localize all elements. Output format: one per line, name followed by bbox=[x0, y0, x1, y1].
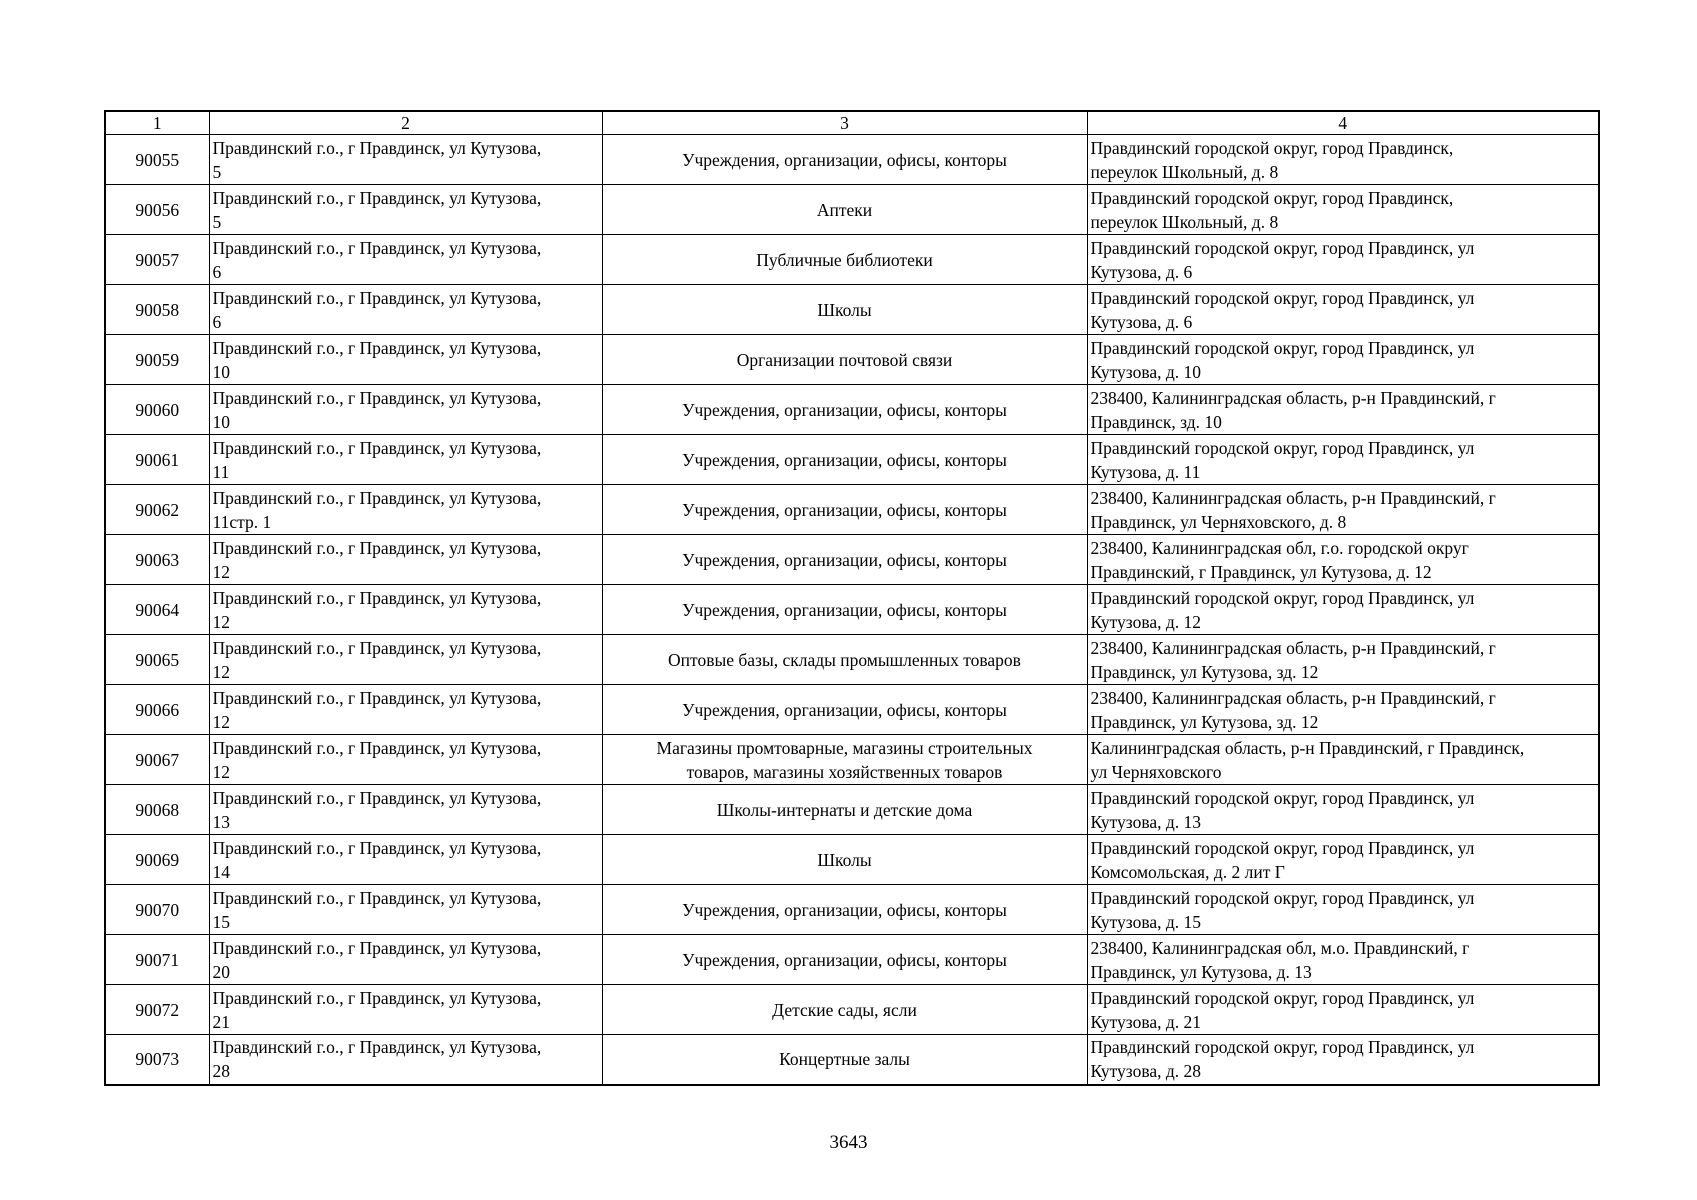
cell-address-line: 10 bbox=[212, 361, 230, 382]
cell-actual-address bbox=[1087, 535, 1599, 585]
cell-id: 90055 bbox=[105, 135, 209, 185]
cell-actual-address-line: Правдинск, ул Кутузова, д. 13 bbox=[1090, 961, 1312, 982]
cell-actual-address bbox=[1087, 985, 1599, 1035]
cell-address bbox=[209, 985, 602, 1035]
cell-address-line: 12 bbox=[212, 661, 230, 682]
cell-actual-address-line: 238400, Калининградская обл, г.о. городской округ bbox=[1090, 537, 1469, 558]
cell-address-line: Правдинский г.о., г Правдинск, ул Кутузова, bbox=[212, 187, 542, 208]
cell-id: 90062 bbox=[105, 485, 209, 535]
cell-actual-address bbox=[1087, 485, 1599, 535]
cell-actual-address bbox=[1087, 335, 1599, 385]
cell-actual-address bbox=[1087, 685, 1599, 735]
cell-id: 90068 bbox=[105, 785, 209, 835]
table-row bbox=[105, 485, 1599, 535]
cell-actual-address-line: Правдинский, г Правдинск, ул Кутузова, д. 12 bbox=[1090, 561, 1432, 582]
table-body bbox=[105, 135, 1599, 1085]
cell-object-type-line: Детские сады, ясли bbox=[772, 999, 917, 1020]
cell-object-type bbox=[602, 735, 1087, 785]
cell-actual-address-line: Правдинский городской округ, город Правдинск, ул bbox=[1090, 887, 1475, 908]
cell-address-line: 20 bbox=[212, 961, 230, 982]
table-row bbox=[105, 635, 1599, 685]
cell-actual-address-line: Правдинский городской округ, город Правдинск, ул bbox=[1090, 837, 1475, 858]
cell-object-type-line: Учреждения, организации, офисы, конторы bbox=[682, 449, 1007, 470]
cell-address-line: 15 bbox=[212, 911, 230, 932]
cell-address-line: Правдинский г.о., г Правдинск, ул Кутузова, bbox=[212, 687, 542, 708]
cell-object-type bbox=[602, 785, 1087, 835]
cell-actual-address bbox=[1087, 235, 1599, 285]
cell-address-line: 11 bbox=[212, 461, 230, 482]
table-row bbox=[105, 785, 1599, 835]
cell-actual-address-line: Правдинский городской округ, город Правдинск, ул bbox=[1090, 337, 1475, 358]
cell-address-line: Правдинский г.о., г Правдинск, ул Кутузова, bbox=[212, 387, 542, 408]
cell-actual-address bbox=[1087, 835, 1599, 885]
cell-actual-address-line: 238400, Калининградская область, р-н Правдинский, г bbox=[1090, 487, 1496, 508]
cell-object-type bbox=[602, 485, 1087, 535]
cell-address-line: 6 bbox=[212, 261, 222, 282]
cell-address-line: 6 bbox=[212, 311, 222, 332]
cell-address-line: Правдинский г.о., г Правдинск, ул Кутузова, bbox=[212, 937, 542, 958]
cell-actual-address-line: Правдинск, ул Кутузова, зд. 12 bbox=[1090, 711, 1319, 732]
cell-id: 90071 bbox=[105, 935, 209, 985]
cell-actual-address bbox=[1087, 785, 1599, 835]
cell-object-type-line: Магазины промтоварные, магазины строительных bbox=[656, 737, 1033, 758]
cell-address-line: Правдинский г.о., г Правдинск, ул Кутузова, bbox=[212, 537, 542, 558]
page-number: 3643 bbox=[829, 1132, 868, 1153]
cell-actual-address-line: Правдинский городской округ, город Правдинск, ул bbox=[1090, 437, 1475, 458]
cell-address-line: 14 bbox=[212, 861, 230, 882]
cell-actual-address-line: Правдинский городской округ, город Правдинск, ул bbox=[1090, 287, 1475, 308]
cell-object-type-line: Организации почтовой связи bbox=[736, 349, 953, 370]
cell-actual-address bbox=[1087, 935, 1599, 985]
cell-object-type bbox=[602, 1035, 1087, 1085]
cell-object-type bbox=[602, 235, 1087, 285]
cell-actual-address bbox=[1087, 885, 1599, 935]
cell-address-line: Правдинский г.о., г Правдинск, ул Кутузова, bbox=[212, 337, 542, 358]
cell-object-type bbox=[602, 285, 1087, 335]
cell-object-type-line: Учреждения, организации, офисы, конторы bbox=[682, 149, 1007, 170]
cell-address bbox=[209, 535, 602, 585]
cell-object-type bbox=[602, 835, 1087, 885]
table-row bbox=[105, 685, 1599, 735]
cell-id: 90072 bbox=[105, 985, 209, 1035]
table-row bbox=[105, 285, 1599, 335]
cell-actual-address bbox=[1087, 435, 1599, 485]
cell-address-line: Правдинский г.о., г Правдинск, ул Кутузова, bbox=[212, 237, 542, 258]
cell-object-type bbox=[602, 535, 1087, 585]
cell-object-type-line: Школы bbox=[817, 849, 872, 870]
cell-object-type bbox=[602, 135, 1087, 185]
cell-actual-address-line: Кутузова, д. 6 bbox=[1090, 311, 1193, 332]
cell-actual-address bbox=[1087, 635, 1599, 685]
cell-actual-address bbox=[1087, 285, 1599, 335]
cell-object-type bbox=[602, 385, 1087, 435]
column-header-1: 1 bbox=[105, 111, 209, 135]
cell-address bbox=[209, 1035, 602, 1085]
cell-address-line: Правдинский г.о., г Правдинск, ул Кутузова, bbox=[212, 787, 542, 808]
cell-object-type-line: Школы-интернаты и детские дома bbox=[716, 799, 973, 820]
table-row bbox=[105, 885, 1599, 935]
cell-actual-address-line: Правдинский городской округ, город Правдинск, ул bbox=[1090, 1037, 1475, 1058]
cell-address bbox=[209, 835, 602, 885]
cell-address-line: Правдинский г.о., г Правдинск, ул Кутузова, bbox=[212, 887, 542, 908]
cell-address bbox=[209, 185, 602, 235]
cell-object-type-line: Учреждения, организации, офисы, конторы bbox=[682, 949, 1007, 970]
cell-address-line: 12 bbox=[212, 761, 230, 782]
cell-address-line: 13 bbox=[212, 811, 230, 832]
cell-id: 90065 bbox=[105, 635, 209, 685]
cell-actual-address-line: 238400, Калининградская область, р-н Правдинский, г bbox=[1090, 687, 1496, 708]
cell-actual-address-line: 238400, Калининградская обл, м.о. Правдинский, г bbox=[1090, 937, 1470, 958]
cell-id: 90061 bbox=[105, 435, 209, 485]
cell-actual-address-line: 238400, Калининградская область, р-н Правдинский, г bbox=[1090, 637, 1496, 658]
cell-actual-address bbox=[1087, 1035, 1599, 1085]
cell-actual-address bbox=[1087, 735, 1599, 785]
table-row bbox=[105, 435, 1599, 485]
cell-id: 90069 bbox=[105, 835, 209, 885]
cell-address-line: Правдинский г.о., г Правдинск, ул Кутузова, bbox=[212, 587, 542, 608]
cell-actual-address bbox=[1087, 385, 1599, 435]
cell-address-line: 12 bbox=[212, 711, 230, 732]
cell-object-type bbox=[602, 435, 1087, 485]
column-header-2: 2 bbox=[209, 111, 602, 135]
cell-actual-address-line: Правдинск, ул Кутузова, зд. 12 bbox=[1090, 661, 1319, 682]
cell-object-type-line: Учреждения, организации, офисы, конторы bbox=[682, 549, 1007, 570]
cell-id: 90057 bbox=[105, 235, 209, 285]
cell-address bbox=[209, 885, 602, 935]
cell-object-type-line: Школы bbox=[817, 299, 872, 320]
column-header-3: 3 bbox=[602, 111, 1087, 135]
cell-address-line: 21 bbox=[212, 1011, 230, 1032]
cell-address bbox=[209, 485, 602, 535]
cell-address-line: Правдинский г.о., г Правдинск, ул Кутузова, bbox=[212, 1037, 542, 1058]
cell-actual-address-line: Правдинский городской округ, город Правдинск, ул bbox=[1090, 587, 1475, 608]
table-row bbox=[105, 335, 1599, 385]
table-row bbox=[105, 535, 1599, 585]
cell-object-type-line: Учреждения, организации, офисы, конторы bbox=[682, 899, 1007, 920]
cell-actual-address-line: переулок Школьный, д. 8 bbox=[1090, 161, 1279, 182]
cell-address bbox=[209, 785, 602, 835]
table-row bbox=[105, 235, 1599, 285]
cell-address bbox=[209, 935, 602, 985]
cell-object-type-line: Учреждения, организации, офисы, конторы bbox=[682, 699, 1007, 720]
cell-actual-address-line: Кутузова, д. 11 bbox=[1090, 461, 1201, 482]
column-header-4: 4 bbox=[1087, 111, 1599, 135]
cell-actual-address bbox=[1087, 135, 1599, 185]
table-row bbox=[105, 185, 1599, 235]
cell-address-line: Правдинский г.о., г Правдинск, ул Кутузова, bbox=[212, 437, 542, 458]
cell-object-type bbox=[602, 885, 1087, 935]
cell-actual-address-line: Правдинский городской округ, город Правдинск, ул bbox=[1090, 987, 1475, 1008]
cell-id: 90063 bbox=[105, 535, 209, 585]
cell-id: 90064 bbox=[105, 585, 209, 635]
cell-object-type bbox=[602, 985, 1087, 1035]
cell-object-type bbox=[602, 335, 1087, 385]
cell-object-type bbox=[602, 585, 1087, 635]
cell-actual-address-line: Правдинск, ул Черняховского, д. 8 bbox=[1090, 511, 1347, 532]
table-row bbox=[105, 1035, 1599, 1085]
header-row bbox=[105, 111, 1599, 135]
cell-object-type bbox=[602, 685, 1087, 735]
cell-actual-address bbox=[1087, 185, 1599, 235]
table-row bbox=[105, 985, 1599, 1035]
cell-actual-address-line: Кутузова, д. 10 bbox=[1090, 361, 1202, 382]
cell-id: 90070 bbox=[105, 885, 209, 935]
cell-id: 90056 bbox=[105, 185, 209, 235]
cell-address-line: 12 bbox=[212, 611, 230, 632]
cell-address-line: Правдинский г.о., г Правдинск, ул Кутузова, bbox=[212, 737, 542, 758]
table-row bbox=[105, 835, 1599, 885]
cell-id: 90073 bbox=[105, 1035, 209, 1085]
cell-object-type bbox=[602, 635, 1087, 685]
cell-address-line: 12 bbox=[212, 561, 230, 582]
cell-id: 90066 bbox=[105, 685, 209, 735]
cell-actual-address-line: Кутузова, д. 12 bbox=[1090, 611, 1202, 632]
cell-address bbox=[209, 385, 602, 435]
cell-id: 90067 bbox=[105, 735, 209, 785]
cell-address bbox=[209, 235, 602, 285]
cell-address-line: 5 bbox=[212, 211, 222, 232]
cell-object-type-line: Учреждения, организации, офисы, конторы bbox=[682, 599, 1007, 620]
cell-object-type-line: Учреждения, организации, офисы, конторы bbox=[682, 499, 1007, 520]
cell-actual-address-line: Кутузова, д. 6 bbox=[1090, 261, 1193, 282]
cell-object-type bbox=[602, 935, 1087, 985]
cell-actual-address-line: Правдинский городской округ, город Правдинск, bbox=[1090, 137, 1454, 158]
cell-address-line: 10 bbox=[212, 411, 230, 432]
cell-actual-address-line: Правдинский городской округ, город Правдинск, bbox=[1090, 187, 1454, 208]
table-row bbox=[105, 135, 1599, 185]
cell-actual-address-line: 238400, Калининградская область, р-н Правдинский, г bbox=[1090, 387, 1496, 408]
cell-object-type-line: Учреждения, организации, офисы, конторы bbox=[682, 399, 1007, 420]
cell-address-line: Правдинский г.о., г Правдинск, ул Кутузова, bbox=[212, 837, 542, 858]
cell-address bbox=[209, 685, 602, 735]
cell-actual-address-line: Кутузова, д. 28 bbox=[1090, 1061, 1202, 1082]
cell-address-line: Правдинский г.о., г Правдинск, ул Кутузова, bbox=[212, 137, 542, 158]
cell-address-line: 11стр. 1 bbox=[212, 511, 272, 532]
table-row bbox=[105, 935, 1599, 985]
cell-address-line: 5 bbox=[212, 161, 222, 182]
cell-actual-address bbox=[1087, 585, 1599, 635]
table-row bbox=[105, 735, 1599, 785]
cell-object-type-line: товаров, магазины хозяйственных товаров bbox=[686, 761, 1003, 782]
cell-address bbox=[209, 135, 602, 185]
cell-address bbox=[209, 635, 602, 685]
table-row bbox=[105, 585, 1599, 635]
cell-address-line: Правдинский г.о., г Правдинск, ул Кутузова, bbox=[212, 987, 542, 1008]
cell-address bbox=[209, 435, 602, 485]
cell-id: 90059 bbox=[105, 335, 209, 385]
cell-address bbox=[209, 285, 602, 335]
cell-id: 90058 bbox=[105, 285, 209, 335]
cell-object-type-line: Оптовые базы, склады промышленных товаров bbox=[668, 649, 1021, 670]
cell-actual-address-line: ул Черняховского bbox=[1090, 761, 1222, 782]
cell-actual-address-line: переулок Школьный, д. 8 bbox=[1090, 211, 1279, 232]
cell-address-line: Правдинский г.о., г Правдинск, ул Кутузова, bbox=[212, 287, 542, 308]
cell-actual-address-line: Правдинск, зд. 10 bbox=[1090, 411, 1222, 432]
cell-address bbox=[209, 335, 602, 385]
registry-table bbox=[104, 110, 1600, 1086]
cell-address bbox=[209, 735, 602, 785]
cell-actual-address-line: Кутузова, д. 15 bbox=[1090, 911, 1202, 932]
cell-actual-address-line: Кутузова, д. 13 bbox=[1090, 811, 1202, 832]
cell-object-type bbox=[602, 185, 1087, 235]
table-row bbox=[105, 385, 1599, 435]
cell-actual-address-line: Кутузова, д. 21 bbox=[1090, 1011, 1202, 1032]
cell-actual-address-line: Комсомольская, д. 2 лит Г bbox=[1090, 861, 1285, 882]
cell-actual-address-line: Правдинский городской округ, город Правдинск, ул bbox=[1090, 787, 1475, 808]
cell-actual-address-line: Правдинский городской округ, город Правдинск, ул bbox=[1090, 237, 1475, 258]
cell-id: 90060 bbox=[105, 385, 209, 435]
table-header bbox=[105, 111, 1599, 135]
cell-address-line: Правдинский г.о., г Правдинск, ул Кутузова, bbox=[212, 487, 542, 508]
cell-actual-address-line: Калининградская область, р-н Правдинский, г Правдинск, bbox=[1090, 737, 1525, 758]
cell-object-type-line: Концертные залы bbox=[779, 1049, 910, 1070]
cell-object-type-line: Публичные библиотеки bbox=[756, 249, 933, 270]
cell-address-line: Правдинский г.о., г Правдинск, ул Кутузова, bbox=[212, 637, 542, 658]
cell-address-line: 28 bbox=[212, 1061, 230, 1082]
cell-address bbox=[209, 585, 602, 635]
cell-object-type-line: Аптеки bbox=[816, 199, 873, 220]
